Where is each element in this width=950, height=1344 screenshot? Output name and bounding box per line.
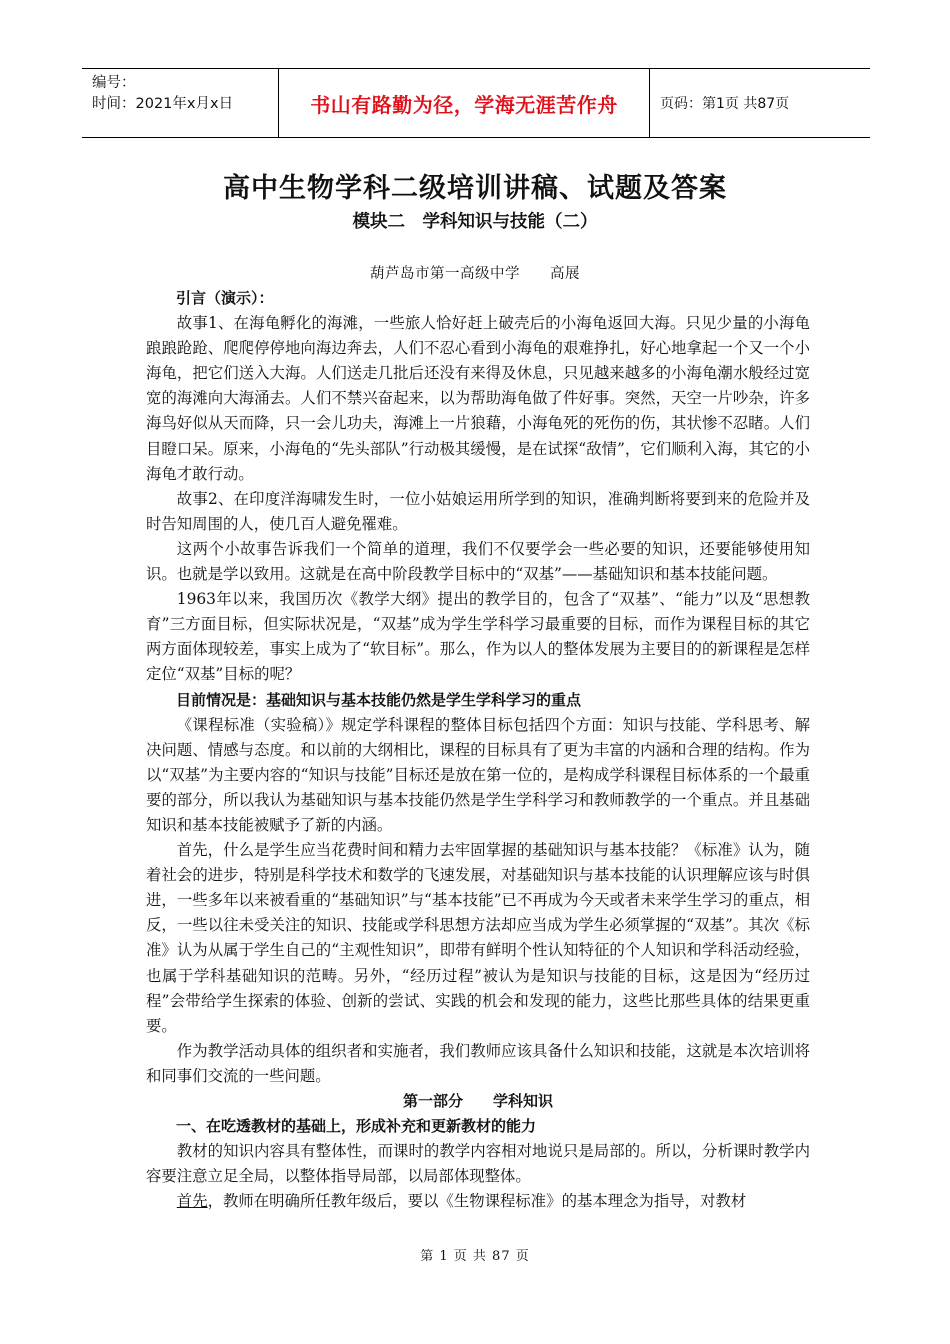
section-heading-current-situation: 目前情况是：基础知识与基本技能仍然是学生学科学习的重点: [176, 690, 582, 709]
page-header: [82, 68, 870, 138]
paragraph-lesson: 这两个小故事告诉我们一个简单的道理，我们不仅要学会一些必要的知识，还要能够使用知识。也就是学以致用。这就是在高中阶段教学目标中的“双基”——基础知识和基本技能问题。: [146, 539, 810, 584]
paragraph-story-2: 故事2、在印度洋海啸发生时，一位小姑娘运用所学到的知识，准确判断将要到来的危险并及时告知周围的人，使几百人避免罹难。: [146, 489, 810, 533]
paragraph-first-of-all: 首先，什么是学生应当花费时间和精力去牢固掌握的基础知识与基本技能？《标准》认为，随着社会的进步，特别是科学技术和数学的飞速发展，对基础知识与基本技能的认识理解应该与时俱进，一些多年以来被看重的“基础知识”与“基本技能”已不再成为今天或者未来学生学习的重点，相反，一些以往未受关注的知识、技能或学科思想方法却应当成为学生必须掌握的“双基”。其次《标准》认为从属于学生自己的“主观性知识”，即带有鲜明个性认知特征的个人知识和学科活动经验，也属于学科基础知识的范畴。另外，“经历过程”被认为是知识与技能的目标，这是因为“经历过程”会带给学生探索的体验、创新的尝试、实践的机会和发现的能力，这些比那些具体的结果更重要。: [146, 841, 810, 1035]
document-title: 高中生物学科二级培训讲稿、试题及答案: [223, 173, 727, 204]
paragraph-textbook-content: 教材的知识内容具有整体性，而课时的教学内容相对地说只是局部的。所以，分析课时教学内容要注意立足全局，以整体指导局部，以局部体现整体。: [146, 1142, 810, 1186]
header-page-info: 页码：第1页 共87页: [660, 96, 790, 112]
document-subtitle: 模块二 学科知识与技能（二）: [352, 212, 598, 232]
paragraph-history: 1963年以来，我国历次《教学大纲》提出的教学目的，包含了“双基”、“能力”以及“思想教育”三方面目标，但实际状况是，“双基”成为学生学科学习最重要的目标，而作为课程目标的其它两方面体现较差，事实上成为了“软目标”。那么，作为以人的整体发展为主要目的的新课程是怎样定位“双基”目标的呢？: [146, 590, 810, 684]
header-motto: 书山有路勤为径，学海无涯苦作舟: [278, 69, 650, 137]
header-meta: [82, 69, 278, 137]
paragraph-first-step: [146, 1189, 810, 1214]
intro-heading: 引言（演示）：: [176, 289, 274, 307]
document-body: [146, 286, 810, 1214]
document-number-label: 编号：: [92, 75, 136, 91]
page-footer: 第 1 页 共 87 页: [420, 1249, 530, 1264]
part-heading: 第一部分 学科知识: [402, 1092, 553, 1110]
paragraph-first-step-text: ，教师在明确所任教年级后，要以《生物课程标准》的基本理念为指导，对教材: [207, 1192, 747, 1211]
document-time-label: 时间：2021年x月x日: [92, 96, 234, 112]
document-author: 葫芦岛市第一高级中学 高展: [370, 266, 580, 282]
paragraph-teacher-role: 作为教学活动具体的组织者和实施者，我们教师应该具备什么知识和技能，这就是本次培训将和同事们交流的一些问题。: [146, 1041, 810, 1085]
underlined-lead: 首先: [176, 1192, 208, 1211]
section-heading-textbook: 一、在吃透教材的基础上，形成补充和更新教材的能力: [176, 1117, 537, 1136]
paragraph-curriculum-standard: 《课程标准（实验稿）》规定学科课程的整体目标包括四个方面：知识与技能、学科思考、解决问题、情感与态度。和以前的大纲相比，课程的目标具有了更为丰富的内涵和合理的结构。作为以“双基”为主要内容的“知识与技能”目标还是放在第一位的，是构成学科课程目标体系的一个最重要的部分，所以我认为基础知识与基本技能仍然是学生学科学习和教师教学的一个重点。并且基础知识和基本技能被赋予了新的内涵。: [146, 715, 810, 834]
paragraph-story-1: 故事1、在海龟孵化的海滩，一些旅人恰好赶上破壳后的小海龟返回大海。只见少量的小海龟踉踉跄跄、爬爬停停地向海边奔去，人们不忍心看到小海龟的艰难挣扎，好心地拿起一个又一个小海龟，把它们送入大海。人们送走几批后还没有来得及休息，只见越来越多的小海龟潮水般经过宽宽的海滩向大海涌去。人们不禁兴奋起来，以为帮助海龟做了件好事。突然，天空一片吵杂，许多海鸟好似从天而降，只一会儿功夫，海滩上一片狼藉，小海龟死的死伤的伤，其状惨不忍睹。人们目瞪口呆。原来，小海龟的“先头部队”行动极其缓慢，是在试探“敌情”，它们顺利入海，其它的小海龟才敢行动。: [146, 314, 810, 483]
